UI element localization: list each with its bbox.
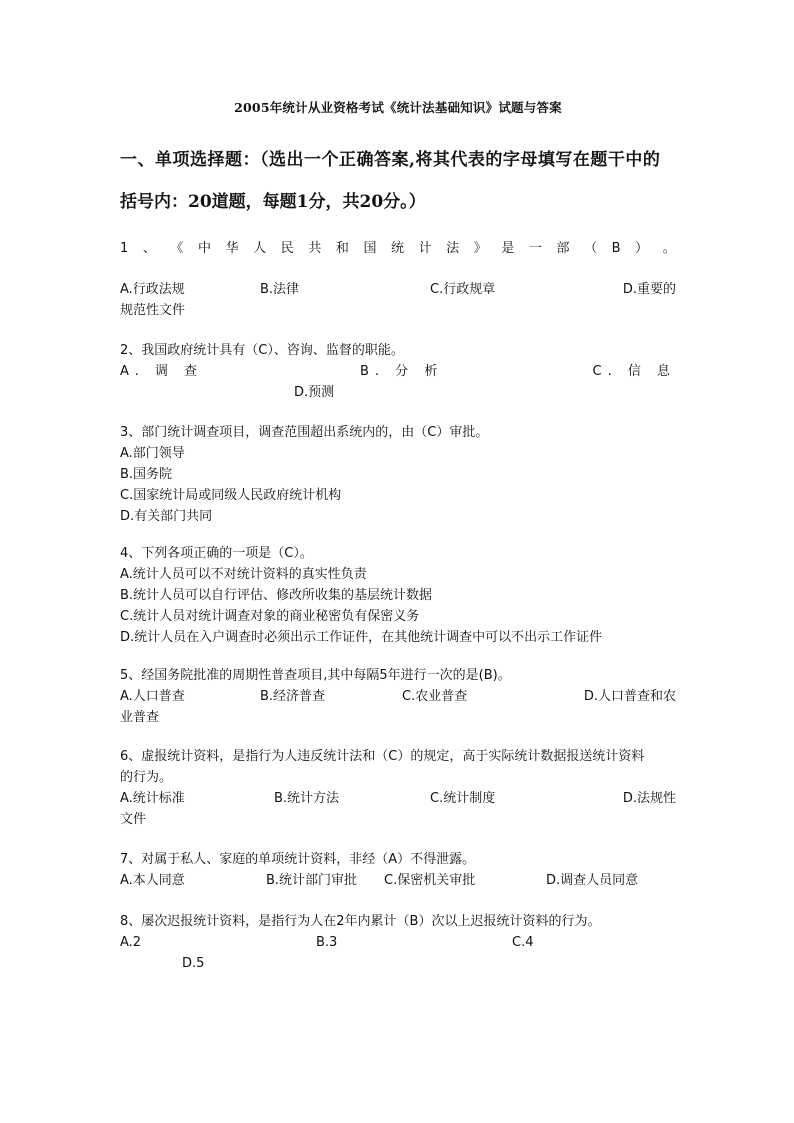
question-5-option-d: D.人口普查和农 [583,689,676,704]
question-3-option-c: C.国家统计局或同级人民政府统计机构 [120,488,342,503]
question-1-stem-char: 中 [198,241,212,256]
question-3-stem: 3、部门统计调查项目，调查范围超出系统内的，由（C）审批。 [120,425,489,440]
question-3 [120,422,676,527]
question-1-stem-char: （ [584,241,598,256]
question-2-option-a: A. 调 查 [120,364,204,379]
question-6-option-d: D.法规性 [622,791,676,806]
question-8-option-b: B.3 [316,935,338,950]
question-2-option-d: D.预测 [294,385,335,400]
question-1-stem-char: 统 [391,241,405,256]
document-page [120,0,676,1123]
question-2-option-c: C. 信 息 [592,364,676,379]
question-1-stem-char: 国 [363,241,377,256]
question-1-stem-char: 共 [308,241,322,256]
question-1-stem-char: 民 [280,241,294,256]
question-2-option-b: B. 分 析 [360,364,444,379]
question-1-stem-char: 》 [473,241,487,256]
question-8-option-c: C.4 [512,935,534,950]
question-1-stem-char: ） [635,241,649,256]
question-5 [120,665,676,728]
question-5-option-a: A.人口普查 [120,689,185,704]
question-8-option-a: A.2 [120,935,142,950]
question-6-option-b: B.统计方法 [274,791,340,806]
question-1 [120,238,676,259]
document-title: 2005年统计从业资格考试《统计法基础知识》试题与答案 [234,100,562,115]
question-1-stem-char: 人 [253,241,267,256]
question-3-option-a: A.部门领导 [120,446,185,461]
question-6-option-c: C.统计制度 [430,791,496,806]
question-5-stem: 5、经国务院批准的周期性普查项目,其中每隔5年进行一次的是(B)。 [120,668,511,683]
question-1-option-c: C.行政规章 [430,282,496,297]
question-1-stem-char: 1 [120,241,129,256]
question-1-option-d: D.重要的 [622,282,676,297]
question-7-stem: 7、对属于私人、家庭的单项统计资料，非经（A）不得泄露。 [120,852,476,867]
question-4-option-c: C.统计人员对统计调查对象的商业秘密负有保密义务 [120,609,420,624]
question-6-option-a: A.统计标准 [120,791,185,806]
question-2-stem: 2、我国政府统计具有（C）、咨询、监督的职能。 [120,343,404,358]
question-1-stem [120,238,676,259]
question-6-stem-line-1: 6、虚报统计资料，是指行为人违反统计法和（C）的规定，高于实际统计数据报送统计资料 [120,749,645,764]
question-7-option-c: C.保密机关审批 [384,873,476,888]
question-8 [120,911,676,974]
question-7-option-b: B.统计部门审批 [266,873,358,888]
question-2 [120,340,676,403]
question-7-option-d: D.调查人员同意 [546,873,639,888]
question-3-option-b: B.国务院 [120,467,173,482]
question-1-stem-char: 华 [225,241,239,256]
question-5-option-b: B.经济普查 [260,689,326,704]
question-1-stem-char: 《 [170,241,184,256]
question-4-stem: 4、下列各项正确的一项是（C）。 [120,546,313,561]
question-1-stem-char: 、 [142,241,156,256]
question-7 [120,849,676,891]
section-heading-line-2: 括号内：20道题，每题1分，共20分。） [120,192,426,212]
question-6-stem-line-2: 的行为。 [120,770,173,785]
question-1-stem-char: 一 [528,241,542,256]
question-7-option-a: A.本人同意 [120,873,185,888]
question-1-option-a: A.行政法规 [120,282,185,297]
question-5-option-c: C.农业普查 [402,689,468,704]
question-8-stem: 8、屡次迟报统计资料，是指行为人在2年内累计（B）次以上迟报统计资料的行为。 [120,914,601,929]
question-1-stem-char: 和 [335,241,349,256]
question-4-option-b: B.统计人员可以自行评估、修改所收集的基层统计数据 [120,588,433,603]
question-4-option-a: A.统计人员可以不对统计资料的真实性负责 [120,567,367,582]
question-1-stem-char: 计 [418,241,432,256]
question-4 [120,543,676,648]
question-1-option-wrap: 规范性文件 [120,303,186,318]
question-1-stem-char: 。 [662,241,676,256]
question-1-stem-char: B [611,241,621,256]
question-5-option-wrap: 业普查 [120,710,160,725]
question-6-option-wrap: 文件 [120,812,147,827]
question-1-options [120,279,676,321]
section-heading-line-1: 一、单项选择题：（选出一个正确答案,将其代表的字母填写在题干中的 [120,150,661,170]
question-1-stem-char: 法 [446,241,460,256]
question-4-option-d: D.统计人员在入户调查时必须出示工作证件，在其他统计调查中可以不出示工作证件 [120,630,603,645]
question-8-option-d: D.5 [182,956,205,971]
question-6 [120,746,676,830]
question-1-option-b: B.法律 [260,282,300,297]
question-1-stem-char: 部 [556,241,570,256]
question-3-option-d: D.有关部门共同 [120,509,213,524]
question-1-stem-char: 是 [501,241,515,256]
